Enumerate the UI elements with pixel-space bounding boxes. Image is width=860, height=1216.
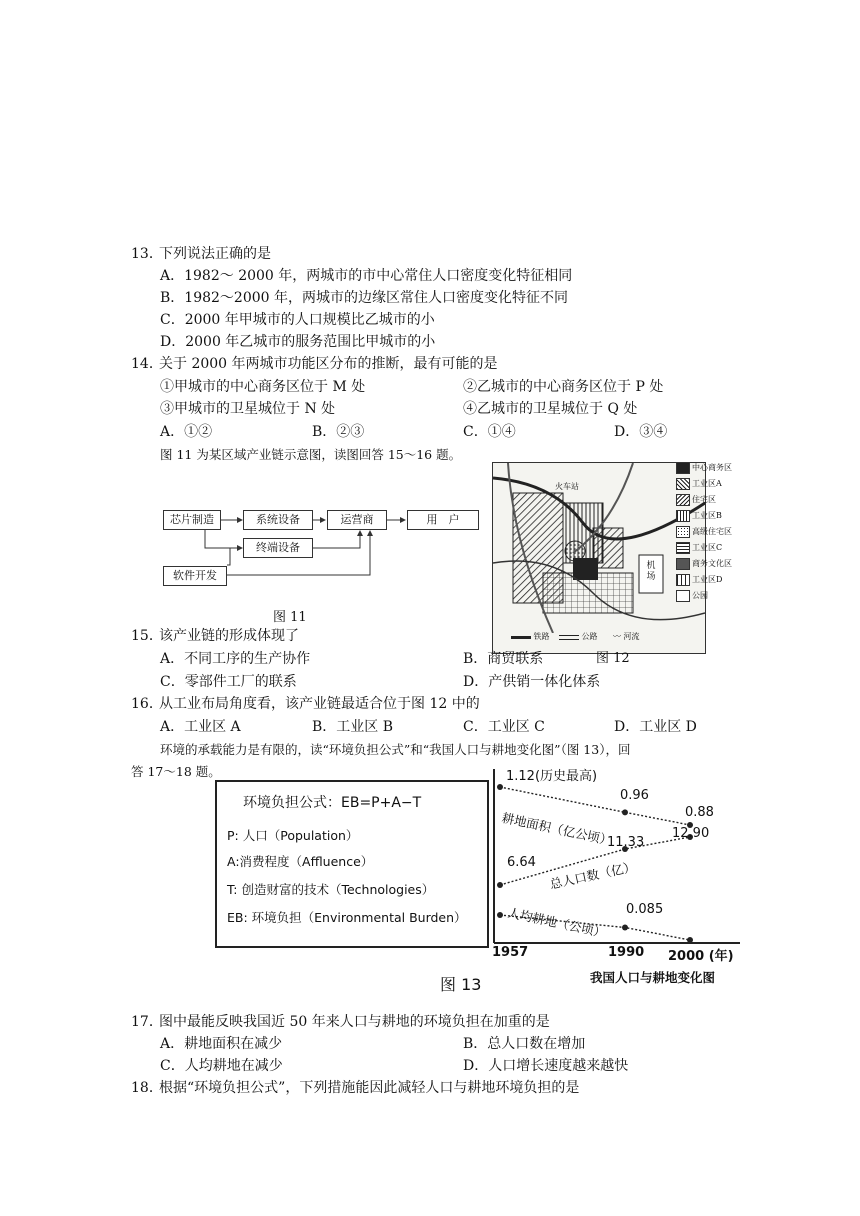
legend-item: [676, 510, 722, 522]
question-number: 14．: [131, 356, 163, 372]
intro-text: 环境的承载能力是有限的，读“环境负担公式”和“我国人口与耕地变化图”（图 13），回: [160, 742, 631, 757]
data-point: [622, 809, 628, 815]
node-terminal: 终端设备: [243, 538, 313, 558]
question-stem: 该产业链的形成体现了: [159, 628, 299, 644]
question-stem: 从工业布局角度看，该产业链最适合位于图 12 中的: [159, 696, 480, 712]
formula-title: 环境负担公式：EB=P+A−T: [243, 795, 422, 811]
data-point: [497, 912, 503, 918]
legend-label: 住宅区: [692, 495, 716, 504]
legend-road-label: 公路: [581, 632, 598, 641]
option-c: C．2000 年甲城市的人口规模比乙城市的小: [160, 312, 435, 328]
option-a: A．工业区 A: [160, 719, 241, 735]
formula-t: T: 创造财富的技术（Technologies）: [227, 882, 435, 897]
intro-text: 图 11 为某区域产业链示意图，读图回答 15～16 题。: [160, 447, 462, 462]
option-a: A．不同工序的生产协作: [160, 651, 311, 667]
intro-text: 答 17～18 题。: [131, 764, 221, 779]
question-number: 17．: [131, 1014, 163, 1030]
legend-label: 工业区D: [692, 575, 723, 584]
option-d: D．人口增长速度越来越快: [463, 1058, 629, 1074]
chart-title: 我国人口与耕地变化图: [590, 970, 716, 985]
option-c: C．工业区 C: [463, 719, 545, 735]
series-label-percap: 人均耕地（公顷）: [506, 904, 608, 941]
series-label-pop: 总人口数（亿）: [548, 858, 638, 892]
option-c: C．人均耕地在减少: [160, 1058, 283, 1074]
question-stem: 根据“环境负担公式”，下列措施能因此减轻人口与耕地环境负担的是: [159, 1080, 580, 1096]
formula-a: A:消费程度（Affluence）: [227, 854, 374, 869]
legend-road: [559, 631, 598, 642]
question-number: 15．: [131, 628, 163, 644]
label-land-1990: 0.96: [620, 788, 649, 803]
option-d: D．工业区 D: [614, 719, 697, 735]
data-point: [497, 882, 503, 888]
legend-item: [676, 590, 708, 602]
data-point: [622, 925, 628, 931]
question-stem: 关于 2000 年两城市功能区分布的推断，最有可能的是: [159, 356, 498, 372]
option-d: D．2000 年乙城市的服务范围比甲城市的小: [160, 334, 436, 350]
question-stem: 下列说法正确的是: [159, 246, 271, 262]
legend-item: [676, 526, 732, 538]
node-user: 用 户: [407, 510, 479, 530]
x-tick-1990: 1990: [608, 945, 645, 960]
option-a: A．耕地面积在减少: [160, 1036, 283, 1052]
airport-label: 机场: [646, 561, 656, 582]
station-label: 火车站: [555, 482, 579, 491]
legend-item: [676, 542, 722, 554]
label-pop-2000: 12.90: [672, 826, 710, 841]
question-stem: 图中最能反映我国近 50 年来人口与耕地的环境负担在加重的是: [159, 1014, 550, 1030]
x-tick-2000: 2000 (年): [668, 949, 734, 964]
option-d: D．产供销一体化体系: [463, 674, 601, 690]
option-b: B．1982～2000 年，两城市的边缘区常住人口密度变化特征不同: [160, 290, 568, 306]
x-tick-1957: 1957: [492, 945, 529, 960]
label-land-top: 1.12(历史最高): [506, 769, 598, 784]
statement-3: ③甲城市的卫星城位于 N 处: [160, 401, 336, 417]
question-number: 13．: [131, 246, 163, 262]
legend-item: [676, 462, 732, 474]
option-b: B．②③: [312, 424, 365, 440]
formula-eb: EB: 环境负担（Environmental Burden）: [227, 910, 467, 925]
option-d: D．③④: [614, 424, 668, 440]
legend-label: 公园: [692, 591, 708, 600]
statement-4: ④乙城市的卫星城位于 Q 处: [463, 401, 638, 417]
figure-11: [155, 498, 485, 628]
figure-12-legend: [676, 460, 746, 620]
city-map: [493, 463, 705, 633]
option-b: B．工业区 B: [312, 719, 394, 735]
data-point: [497, 784, 503, 790]
node-operator: 运营商: [327, 510, 387, 530]
legend-river-label: 河流: [623, 632, 640, 641]
figure-caption: 图 13: [440, 975, 482, 994]
legend-label: 中心商务区: [692, 463, 732, 472]
legend-label: 工业区B: [692, 511, 722, 520]
label-land-2000: 0.88: [685, 805, 714, 820]
legend-label: 工业区C: [692, 543, 723, 552]
legend-label: 高级住宅区: [692, 527, 732, 536]
legend-item: [676, 558, 732, 570]
statement-1: ①甲城市的中心商务区位于 M 处: [160, 379, 366, 395]
series-label-land: 耕地面积（亿公顷）: [500, 809, 614, 849]
statement-2: ②乙城市的中心商务区位于 P 处: [463, 379, 664, 395]
legend-label: 商务文化区: [692, 559, 732, 568]
node-system: 系统设备: [243, 510, 313, 530]
data-point: [687, 937, 693, 943]
figure-caption: 图 12: [596, 651, 630, 666]
option-a: A．①②: [160, 424, 213, 440]
option-c: C．①④: [463, 424, 516, 440]
legend-item: [676, 574, 722, 586]
option-c: C．零部件工厂的联系: [160, 674, 297, 690]
label-percap-1990: 0.085: [626, 902, 664, 917]
label-pop-1957: 6.64: [507, 855, 536, 870]
legend-railway: [511, 631, 550, 642]
figure-caption: 图 11: [273, 610, 307, 625]
legend-label: 工业区A: [692, 479, 722, 488]
label-pop-1990: 11.33: [607, 835, 645, 850]
option-a: A．1982～ 2000 年，两城市的市中心常住人口密度变化特征相同: [160, 268, 573, 284]
formula-box: [215, 780, 489, 948]
formula-p: P: 人口（Population）: [227, 828, 359, 843]
node-software: 软件开发: [163, 566, 227, 586]
population-land-chart: [490, 765, 752, 995]
question-number: 16．: [131, 696, 163, 712]
legend-river: 〰 河流: [613, 632, 640, 641]
option-b: B．商贸联系: [463, 651, 544, 667]
legend-railway-label: 铁路: [533, 632, 550, 641]
figure-12-map: [492, 462, 706, 654]
question-number: 18．: [131, 1080, 163, 1096]
node-chip: 芯片制造: [163, 510, 221, 530]
option-b: B．总人口数在增加: [463, 1036, 586, 1052]
legend-item: [676, 478, 722, 490]
legend-item: [676, 494, 716, 506]
